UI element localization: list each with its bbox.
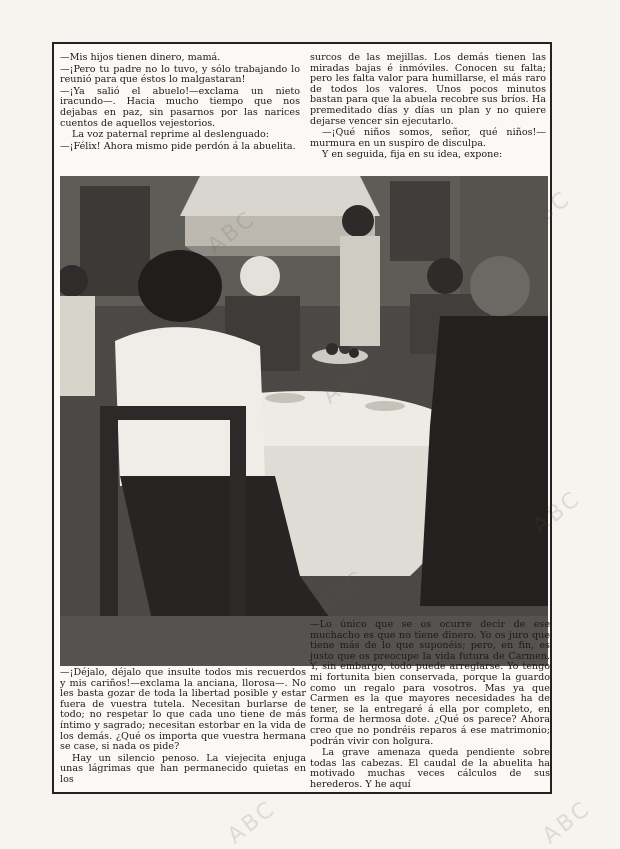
text-column-top-left <box>60 53 300 173</box>
paragraph: surcos de las mejillas. Los demás tienen las miradas bajas é inmóviles. Conocen su falta; pero les falta valor para humillarse, el más raro de todos los valores. Unos pocos minutos bastan para que la abuela recobre sus bríos. Ha premeditado días y días un plan y no quiere dejarse vencer sin ejecutarlo. <box>310 52 546 127</box>
paragraph: —¡Qué niños somos, señor, qué niños!—murmura en un suspiro de disculpa. <box>310 127 546 149</box>
paragraph: La grave amenaza queda pendiente sobre todas las cabezas. El caudal de la abuelita ha motivado muchas veces cálculos de sus herederos. Y he aquí <box>310 747 550 790</box>
paragraph: —¡Félix! Ahora mismo pide perdón á la abuelita. <box>60 140 296 152</box>
text-column-bottom-left <box>60 668 306 790</box>
paragraph: Y en seguida, fija en su idea, expone: <box>322 149 503 161</box>
watermark-text: ABC <box>223 795 282 849</box>
watermark-text: ABC <box>528 485 587 540</box>
illustration-drawing <box>60 176 548 666</box>
paragraph: Hay un silencio penoso. La viejecita enjuga unas lágrimas que han permanecido quietas en los <box>60 752 306 785</box>
paragraph: —¡Ya salió el abuelo!—exclama un nieto iracundo—. Hacia mucho tiempo que nos dejabas en paz, sin pasarnos por las narices cuentos de aquellos vejestorios. <box>60 85 300 129</box>
watermark-text: ABC <box>538 795 597 849</box>
text-column-bottom-right <box>310 620 550 790</box>
paragraph: La voz paternal reprime al deslenguado: <box>72 129 270 141</box>
paragraph: —Mis hijos tienen dinero, mamá. <box>60 52 221 63</box>
paragraph: —Lo único que se os ocurre decir de ese muchacho es que no tiene dinero. Yo os juro que tiene más de lo que suponéis; pero, en fin, es justo que os preocupe la vida futura de Carmen. Y, sin embargo, todo puede arreglarse. Yo tengo mi fortunita bien conservada, porque la guardo como un regalo para vosotros. Mas ya que Carmen es la que mayores necesidades ha de tener, se la entregaré á ella por completo, en forma de hermosa dote. ¿Qué os parece? Ahora creo que no pondréis reparos á ese matrimonio; podrán vivir con holgura. <box>310 619 550 747</box>
paragraph: —¡Déjalo, déjalo que insulte todos mis recuerdos y mis cariños!—exclama la anciana, llorosa—. No les basta gozar de toda la libertad posible y estar fuera de vuestra tutela. Necesitan burlarse de todo; no respetar lo que cada uno tiene de más íntimo y sagrado; necesitan estorbar en la vida de los demás. ¿Qué os importa que vuestra hermana se case, si nada os pide? <box>60 667 306 753</box>
dinner-table-illustration <box>60 176 548 666</box>
paragraph: —¡Pero tu padre no lo tuvo, y sólo trabajando lo reunió para que éstos lo malgastaran! <box>60 63 300 86</box>
text-column-top-right <box>310 53 546 173</box>
